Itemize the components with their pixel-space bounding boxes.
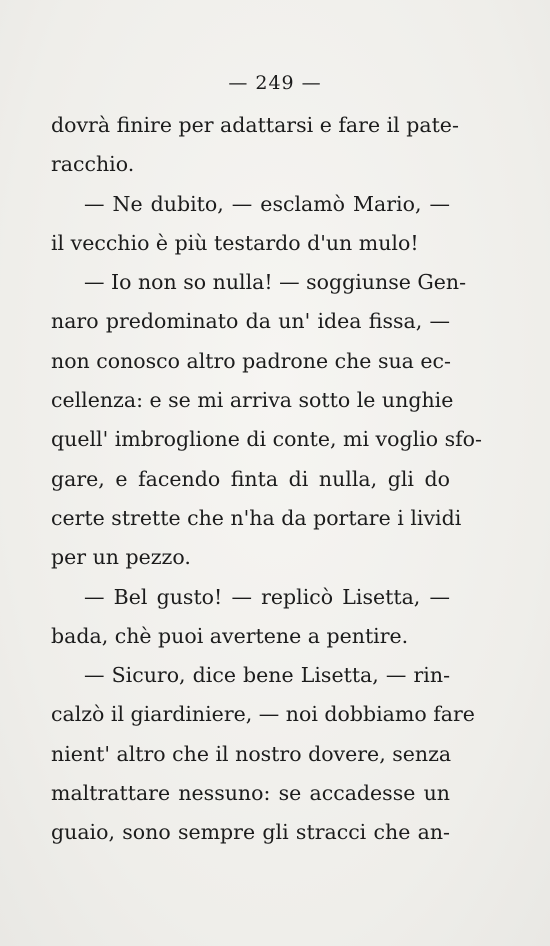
text-line: certe strette che n'ha da portare i lividi	[51, 505, 462, 530]
text-line: maltrattare nessuno: se accadesse un	[51, 781, 450, 806]
text-line: per un pezzo.	[51, 545, 191, 570]
text-line: nient' altro che il nostro dovere, senza	[51, 741, 452, 766]
text-line: gare, e facendo finta di nulla, gli do	[51, 466, 450, 491]
page-number: — 249 —	[228, 72, 322, 94]
text-line: — Io non so nulla! — soggiunse Gen-	[84, 270, 467, 295]
text-line: — Sicuro, dice bene Lisetta, — rin-	[84, 663, 450, 688]
text-line: naro predominato da un' idea fissa, —	[51, 309, 450, 334]
text-line: — Bel gusto! — replicò Lisetta, —	[84, 584, 450, 609]
text-line: racchio.	[51, 152, 135, 177]
text-line: il vecchio è più testardo d'un mulo!	[51, 230, 419, 255]
text-line: guaio, sono sempre gli stracci che an-	[51, 820, 450, 845]
text-line: — Ne dubito, — esclamò Mario, —	[84, 191, 450, 216]
text-line: dovrà finire per adattarsi e fare il pate-	[51, 113, 459, 137]
text-line: cellenza: e se mi arriva sotto le unghie	[51, 388, 454, 413]
text-line: bada, chè puoi avertene a pentire.	[51, 623, 409, 648]
page-text	[51, 106, 482, 853]
text-line: non conosco altro padrone che sua ec-	[51, 348, 451, 373]
text-line: quell' imbroglione di conte, mi voglio sfo-	[51, 427, 482, 452]
text-line: calzò il giardiniere, — noi dobbiamo fare	[51, 702, 475, 727]
